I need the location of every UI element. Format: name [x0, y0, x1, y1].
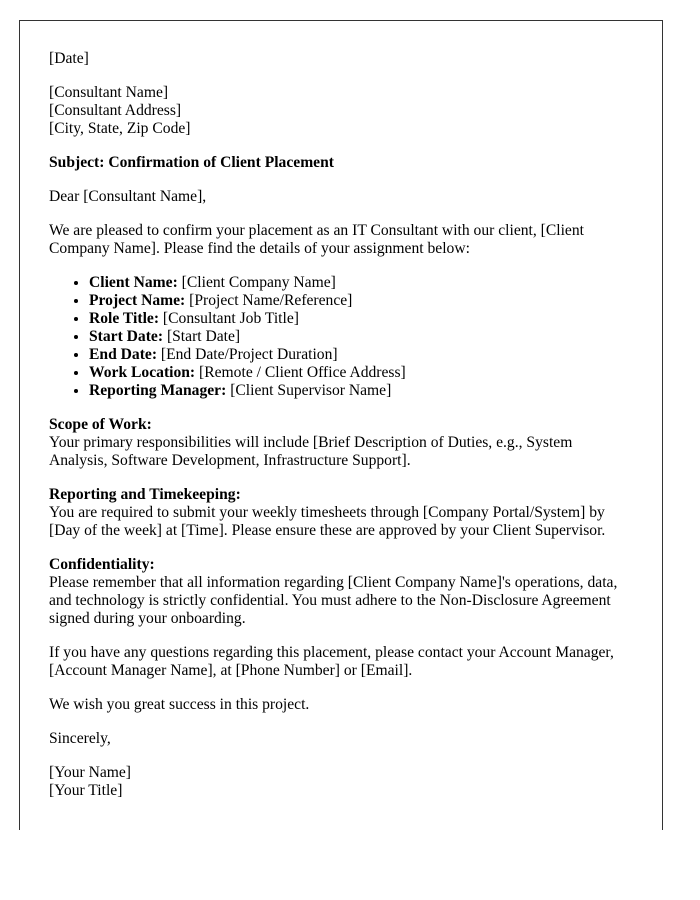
- assignment-details-list: [49, 274, 633, 400]
- section-scope: [49, 416, 633, 470]
- list-item: [89, 382, 633, 400]
- signature-block: [49, 764, 633, 800]
- detail-value: [End Date/Project Duration]: [157, 346, 338, 363]
- closing: Sincerely,: [49, 730, 111, 747]
- detail-value: [Client Company Name]: [177, 274, 336, 291]
- subject-line: Subject: Confirmation of Client Placement: [49, 154, 334, 171]
- detail-label: Work Location:: [89, 364, 196, 381]
- section-body: You are required to submit your weekly timesheets through [Company Portal/System] by [Day of the week] at [Time]. Please ensure these are approved by your Client Supervisor.: [49, 504, 606, 539]
- detail-label: Start Date:: [89, 328, 164, 345]
- list-item: [89, 292, 633, 310]
- section-confidentiality: [49, 556, 633, 628]
- signature-title: [Your Title]: [49, 782, 123, 799]
- detail-value: [Client Supervisor Name]: [226, 382, 392, 399]
- greeting: Dear [Consultant Name],: [49, 188, 207, 205]
- detail-label: Client Name:: [89, 274, 178, 291]
- section-heading: Reporting and Timekeeping:: [49, 486, 241, 503]
- section-body: Please remember that all information regarding [Client Company Name]'s operations, data, and technology is strictly confidential. You must adhere to the Non-Disclosure Agreement signed during your onboarding.: [49, 574, 618, 627]
- letter: [19, 20, 663, 830]
- list-item: [89, 364, 633, 382]
- section-heading: Scope of Work:: [49, 416, 152, 433]
- detail-label: Role Title:: [89, 310, 160, 327]
- section-reporting: [49, 486, 633, 540]
- section-heading: Confidentiality:: [49, 556, 155, 573]
- recipient-address: [Consultant Address]: [49, 102, 182, 119]
- list-item: [89, 274, 633, 292]
- detail-value: [Remote / Client Office Address]: [195, 364, 406, 381]
- detail-label: Project Name:: [89, 292, 186, 309]
- list-item: [89, 328, 633, 346]
- detail-label: Reporting Manager:: [89, 382, 227, 399]
- intro-paragraph: We are pleased to confirm your placement as an IT Consultant with our client, [Client Company Name]. Please find the details of your assignment below:: [49, 222, 584, 257]
- contact-paragraph: If you have any questions regarding this placement, please contact your Account Manager, [Account Manager Name], at [Phone Number] or [Email].: [49, 644, 614, 679]
- signature-name: [Your Name]: [49, 764, 132, 781]
- wish-paragraph: We wish you great success in this project.: [49, 696, 310, 713]
- detail-value: [Start Date]: [163, 328, 241, 345]
- recipient-city: [City, State, Zip Code]: [49, 120, 191, 137]
- list-item: [89, 310, 633, 328]
- date: [Date]: [49, 50, 89, 67]
- list-item: [89, 346, 633, 364]
- section-body: Your primary responsibilities will include [Brief Description of Duties, e.g., System Analysis, Software Development, Infrastructure Support].: [49, 434, 573, 469]
- recipient-name: [Consultant Name]: [49, 84, 169, 101]
- detail-label: End Date:: [89, 346, 158, 363]
- detail-value: [Project Name/Reference]: [185, 292, 353, 309]
- recipient-block: [49, 84, 633, 138]
- detail-value: [Consultant Job Title]: [159, 310, 299, 327]
